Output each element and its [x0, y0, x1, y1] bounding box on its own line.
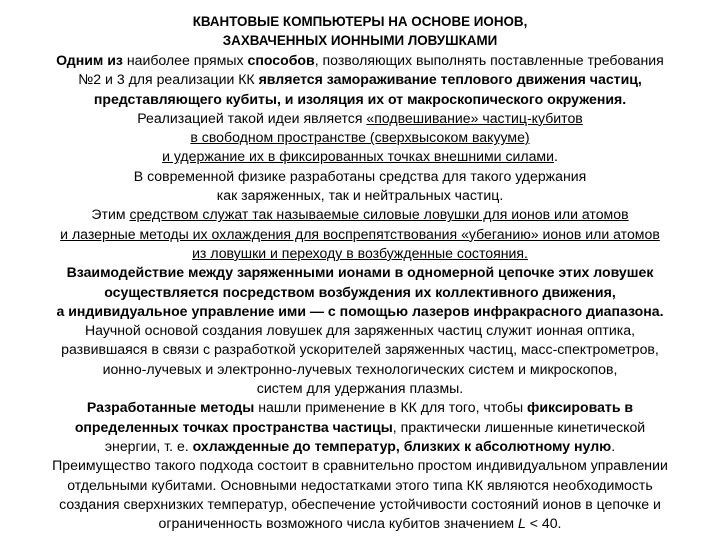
text-line: Преимущество такого подхода состоит в сравнительно простом индивидуальном управлении	[52, 457, 668, 474]
paragraph-levitation	[4, 109, 716, 167]
text-fragment: , позволяющих выполнять поставленные требования	[314, 52, 664, 68]
underlined-fragment: и удержание их в фиксированных точках внешними силами	[162, 148, 554, 165]
text-line	[4, 244, 716, 263]
bold-fragment: способов	[247, 52, 315, 68]
text-fragment: энергии, т. е.	[104, 437, 193, 454]
text-line	[4, 205, 716, 224]
text-line	[4, 263, 716, 282]
bold-fragment: определенных точках пространства частицы	[74, 418, 393, 435]
underlined-fragment: «подвешивание» частиц-кубитов	[366, 109, 583, 126]
text-line: Научной основой создания ловушек для заряженных частиц служит ионная оптика,	[84, 322, 635, 339]
text-fragment: №2 и 3 для реализации КК	[78, 71, 259, 88]
text-line	[4, 418, 716, 437]
text-line: ионно-лучевых и электронно-лучевых технологических систем и микроскопов,	[102, 360, 618, 377]
text-line	[4, 70, 716, 89]
underlined-fragment: в свободном пространстве (сверхвысоком вакууме)	[190, 129, 530, 146]
paragraph-ion-optics	[4, 321, 716, 398]
text-line	[4, 225, 716, 244]
paragraph-modern-physics	[4, 167, 716, 206]
text-line: создания сверхнизких температур, обеспечение устойчивости состояний ионов в цепочке и	[59, 495, 661, 512]
paragraph-advantages	[4, 456, 716, 533]
italic-fragment: L	[517, 515, 526, 532]
text-line	[4, 302, 716, 321]
bold-fragment: охлажденные до температур, близких к абсолютному нулю	[192, 437, 612, 454]
text-line	[4, 128, 716, 147]
text-line	[4, 398, 716, 417]
text-line: развившаяся в связи с разработкой ускорителей заряженных частиц, масс-спектрометров,	[61, 341, 659, 358]
underlined-fragment: из ловушки и переходу в возбужденные состояния.	[192, 244, 528, 261]
text-fragment: .	[611, 437, 616, 454]
bold-fragment: а индивидуальное управление ими — с помощью лазеров инфракрасного диапазона.	[56, 302, 664, 319]
text-fragment: , практически лишенные кинетической	[392, 418, 646, 435]
paragraph-interaction	[4, 263, 716, 321]
bold-fragment: Взаимодействие между заряженными ионами в одномерной цепочке этих ловушек	[66, 264, 654, 281]
text-fragment: Этим	[91, 206, 130, 223]
text-fragment: нашли применение в КК для того, чтобы	[254, 399, 528, 416]
text-fragment: ограниченность возможного числа кубитов значением	[158, 515, 518, 532]
text-line	[4, 90, 716, 109]
text-line	[4, 147, 716, 166]
text-line: систем для удержания плазмы.	[256, 380, 464, 397]
page-title	[4, 12, 716, 50]
title-line-1: КВАНТОВЫЕ КОМПЬЮТЕРЫ НА ОСНОВЕ ИОНОВ,	[192, 14, 528, 29]
text-fragment: < 40.	[525, 515, 562, 532]
bold-fragment: является замораживание теплового движения частиц,	[258, 71, 642, 88]
text-line	[4, 514, 716, 533]
bold-fragment: представляющего кубиты, и изоляция их от макроскопического окружения.	[93, 90, 627, 107]
text-line	[4, 51, 716, 70]
underlined-fragment: и лазерные методы их охлаждения для воспрепятствования «убеганию» ионов или атомов	[60, 225, 660, 242]
text-fragment: .	[554, 148, 558, 165]
slide-body	[4, 51, 716, 533]
title-line-2: ЗАХВАЧЕННЫХ ИОННЫМИ ЛОВУШКАМИ	[222, 33, 498, 48]
text-line: как заряженных, так и нейтральных частиц.	[216, 187, 504, 204]
text-line	[4, 109, 716, 128]
text-line	[4, 283, 716, 302]
text-line: отдельными кубитами. Основными недостатками этого типа КК являются необходимость	[67, 476, 653, 493]
text-fragment: Реализацией такой идеи является	[137, 109, 367, 126]
paragraph-methods	[4, 398, 716, 456]
bold-fragment: осуществляется посредством возбуждения их коллективного движения,	[104, 283, 616, 300]
text-line	[4, 437, 716, 456]
bold-fragment: Разработанные методы	[86, 399, 255, 416]
bold-fragment: Одним из	[56, 52, 123, 68]
bold-fragment: фиксировать в	[527, 399, 634, 416]
text-line: В современной физике разработаны средства для такого удержания	[133, 167, 587, 184]
paragraph-force-traps	[4, 205, 716, 263]
text-fragment: наиболее прямых	[122, 52, 248, 68]
paragraph-trapping-requirements	[4, 51, 716, 109]
underlined-fragment: средством служат так называемые силовые ловушки для ионов или атомов	[129, 206, 629, 223]
